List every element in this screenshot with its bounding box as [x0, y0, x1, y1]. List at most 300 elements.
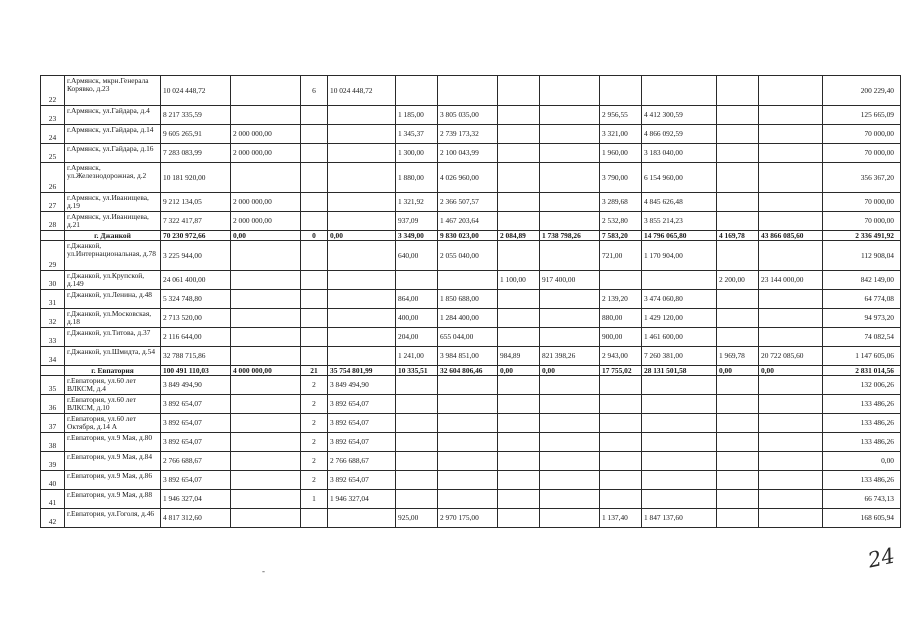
value-cell	[600, 271, 642, 290]
value-cell: 10 335,51	[396, 366, 438, 376]
value-cell	[759, 144, 823, 163]
address-cell: г. Джанкой	[65, 231, 161, 241]
value-cell: 0	[301, 231, 328, 241]
value-cell: 23 144 000,00	[759, 271, 823, 290]
value-cell	[231, 241, 301, 271]
value-cell: 2 766 688,67	[161, 452, 231, 471]
value-cell	[717, 125, 759, 144]
value-cell: 2	[301, 433, 328, 452]
value-cell	[498, 212, 540, 231]
value-cell: 356 367,20	[823, 163, 901, 193]
value-cell: 3 321,00	[600, 125, 642, 144]
value-cell: 3 984 851,00	[438, 347, 498, 366]
value-cell	[328, 212, 396, 231]
value-cell: 4 000 000,00	[231, 366, 301, 376]
value-cell: 0,00	[823, 452, 901, 471]
value-cell	[301, 328, 328, 347]
address-cell: г.Евпатория, ул.60 лет Октября, д.14 А	[65, 414, 161, 433]
value-cell: 4 026 960,00	[438, 163, 498, 193]
value-cell	[642, 490, 717, 509]
value-cell	[498, 395, 540, 414]
value-cell: 0,00	[540, 366, 600, 376]
address-cell: г.Джанкой, ул.Крупской, д.149	[65, 271, 161, 290]
value-cell	[759, 106, 823, 125]
row-number-cell: 32	[41, 309, 65, 328]
value-cell	[540, 125, 600, 144]
value-cell: 821 398,26	[540, 347, 600, 366]
table-row	[41, 76, 901, 106]
value-cell	[717, 433, 759, 452]
value-cell: 168 605,94	[823, 509, 901, 528]
value-cell	[600, 490, 642, 509]
value-cell: 2	[301, 471, 328, 490]
value-cell	[301, 241, 328, 271]
value-cell	[759, 125, 823, 144]
value-cell: 2 766 688,67	[328, 452, 396, 471]
value-cell: 2	[301, 395, 328, 414]
table-row	[41, 125, 901, 144]
value-cell	[438, 414, 498, 433]
value-cell	[498, 290, 540, 309]
value-cell	[498, 490, 540, 509]
value-cell	[540, 490, 600, 509]
value-cell: 3 892 654,07	[328, 471, 396, 490]
value-cell: 937,09	[396, 212, 438, 231]
value-cell	[396, 76, 438, 106]
address-cell: г.Армянск, ул.Иванищева, д.19	[65, 193, 161, 212]
value-cell	[498, 328, 540, 347]
value-cell	[438, 490, 498, 509]
value-cell	[231, 452, 301, 471]
value-cell	[717, 309, 759, 328]
value-cell: 2 532,80	[600, 212, 642, 231]
value-cell: 3 892 654,07	[328, 395, 396, 414]
value-cell: 2 956,55	[600, 106, 642, 125]
table-row	[41, 212, 901, 231]
value-cell: 3 892 654,07	[161, 414, 231, 433]
value-cell: 132 006,26	[823, 376, 901, 395]
value-cell	[600, 376, 642, 395]
value-cell	[759, 163, 823, 193]
value-cell	[759, 290, 823, 309]
value-cell	[438, 452, 498, 471]
value-cell	[231, 163, 301, 193]
value-cell: 4 817 312,60	[161, 509, 231, 528]
value-cell: 20 722 085,60	[759, 347, 823, 366]
value-cell: 0,00	[498, 366, 540, 376]
value-cell: 17 755,02	[600, 366, 642, 376]
table-row	[41, 271, 901, 290]
value-cell	[759, 76, 823, 106]
value-cell: 2 200,00	[717, 271, 759, 290]
value-cell	[231, 471, 301, 490]
value-cell	[642, 452, 717, 471]
value-cell: 400,00	[396, 309, 438, 328]
row-number-cell: 41	[41, 490, 65, 509]
value-cell	[301, 309, 328, 328]
value-cell: 842 149,00	[823, 271, 901, 290]
value-cell	[540, 76, 600, 106]
value-cell	[396, 452, 438, 471]
value-cell	[328, 144, 396, 163]
value-cell: 10 181 920,00	[161, 163, 231, 193]
value-cell: 1 960,00	[600, 144, 642, 163]
value-cell	[600, 471, 642, 490]
value-cell	[498, 471, 540, 490]
value-cell: 1 461 600,00	[642, 328, 717, 347]
value-cell	[540, 144, 600, 163]
value-cell: 2 000 000,00	[231, 144, 301, 163]
value-cell: 880,00	[600, 309, 642, 328]
row-number-cell	[41, 231, 65, 241]
value-cell: 133 486,26	[823, 471, 901, 490]
value-cell	[301, 144, 328, 163]
value-cell	[717, 212, 759, 231]
value-cell	[231, 347, 301, 366]
value-cell: 204,00	[396, 328, 438, 347]
value-cell: 7 260 381,00	[642, 347, 717, 366]
value-cell	[328, 193, 396, 212]
value-cell	[759, 376, 823, 395]
address-cell: г.Армянск, ул.Гайдара, д.4	[65, 106, 161, 125]
value-cell	[642, 76, 717, 106]
value-cell: 3 892 654,07	[328, 414, 396, 433]
value-cell	[438, 271, 498, 290]
value-cell: 100 491 110,03	[161, 366, 231, 376]
value-cell	[301, 290, 328, 309]
value-cell: 1 738 798,26	[540, 231, 600, 241]
value-cell: 70 000,00	[823, 144, 901, 163]
row-number-cell: 36	[41, 395, 65, 414]
subtotal-row	[41, 366, 901, 376]
value-cell	[642, 395, 717, 414]
value-cell	[540, 106, 600, 125]
value-cell	[301, 212, 328, 231]
value-cell: 35 754 801,99	[328, 366, 396, 376]
value-cell: 9 605 265,91	[161, 125, 231, 144]
value-cell: 2 336 491,92	[823, 231, 901, 241]
table-row	[41, 106, 901, 125]
value-cell	[717, 163, 759, 193]
value-cell: 1 300,00	[396, 144, 438, 163]
value-cell	[231, 271, 301, 290]
value-cell	[717, 241, 759, 271]
value-cell: 4 845 626,48	[642, 193, 717, 212]
address-cell: г.Джанкой, ул.Ленина, д.48	[65, 290, 161, 309]
value-cell	[328, 309, 396, 328]
address-cell: г.Евпатория, ул.9 Мая, д.88	[65, 490, 161, 509]
value-cell: 43 866 085,60	[759, 231, 823, 241]
value-cell: 3 849 494,90	[328, 376, 396, 395]
value-cell	[498, 193, 540, 212]
value-cell: 7 283 083,99	[161, 144, 231, 163]
value-cell	[717, 76, 759, 106]
value-cell	[717, 471, 759, 490]
address-cell: г.Армянск, мкрн.Генерала Корявко, д.23	[65, 76, 161, 106]
value-cell: 70 000,00	[823, 193, 901, 212]
value-cell: 3 892 654,07	[161, 433, 231, 452]
value-cell: 1 880,00	[396, 163, 438, 193]
value-cell	[759, 509, 823, 528]
table-row	[41, 290, 901, 309]
address-cell: г.Евпатория, ул.60 лет ВЛКСМ, д.10	[65, 395, 161, 414]
table-row	[41, 193, 901, 212]
value-cell	[642, 414, 717, 433]
value-cell: 3 474 060,80	[642, 290, 717, 309]
row-number-cell: 24	[41, 125, 65, 144]
value-cell	[759, 212, 823, 231]
value-cell	[759, 452, 823, 471]
row-number-cell: 26	[41, 163, 65, 193]
value-cell	[328, 347, 396, 366]
value-cell	[642, 271, 717, 290]
value-cell	[438, 471, 498, 490]
value-cell	[540, 376, 600, 395]
value-cell: 70 000,00	[823, 125, 901, 144]
value-cell	[498, 76, 540, 106]
address-cell: г.Евпатория, ул.9 Мая, д.86	[65, 471, 161, 490]
value-cell	[438, 395, 498, 414]
value-cell	[759, 395, 823, 414]
row-number-cell: 29	[41, 241, 65, 271]
value-cell: 1 429 120,00	[642, 309, 717, 328]
value-cell	[328, 241, 396, 271]
value-cell: 7 322 417,87	[161, 212, 231, 231]
value-cell: 2 000 000,00	[231, 193, 301, 212]
row-number-cell: 33	[41, 328, 65, 347]
page-number: 24	[865, 543, 897, 573]
value-cell	[498, 125, 540, 144]
value-cell: 4 866 092,59	[642, 125, 717, 144]
value-cell: 3 892 654,07	[328, 433, 396, 452]
value-cell: 133 486,26	[823, 433, 901, 452]
value-cell: 8 217 335,59	[161, 106, 231, 125]
row-number-cell: 34	[41, 347, 65, 366]
value-cell	[328, 271, 396, 290]
value-cell	[396, 376, 438, 395]
row-number-cell	[41, 366, 65, 376]
value-cell: 1 100,00	[498, 271, 540, 290]
row-number-cell: 23	[41, 106, 65, 125]
value-cell: 10 024 448,72	[161, 76, 231, 106]
value-cell	[759, 414, 823, 433]
value-cell: 3 225 944,00	[161, 241, 231, 271]
value-cell: 1 241,00	[396, 347, 438, 366]
value-cell: 10 024 448,72	[328, 76, 396, 106]
value-cell: 900,00	[600, 328, 642, 347]
value-cell	[759, 309, 823, 328]
value-cell: 1 946 327,04	[328, 490, 396, 509]
value-cell	[540, 471, 600, 490]
value-cell: 70 000,00	[823, 212, 901, 231]
value-cell: 1 969,78	[717, 347, 759, 366]
value-cell: 32 788 715,86	[161, 347, 231, 366]
value-cell: 4 412 300,59	[642, 106, 717, 125]
value-cell: 70 230 972,66	[161, 231, 231, 241]
value-cell: 24 061 400,00	[161, 271, 231, 290]
value-cell	[600, 452, 642, 471]
value-cell: 1 137,40	[600, 509, 642, 528]
value-cell: 74 082,54	[823, 328, 901, 347]
value-cell: 721,00	[600, 241, 642, 271]
value-cell: 2 055 040,00	[438, 241, 498, 271]
value-cell: 5 324 748,80	[161, 290, 231, 309]
value-cell	[231, 106, 301, 125]
value-cell: 2 116 644,00	[161, 328, 231, 347]
table-row	[41, 347, 901, 366]
value-cell: 2 139,20	[600, 290, 642, 309]
address-cell: г.Армянск, ул.Железнодорожная, д.2	[65, 163, 161, 193]
value-cell: 2 970 175,00	[438, 509, 498, 528]
value-cell: 2 739 173,32	[438, 125, 498, 144]
table-row	[41, 144, 901, 163]
address-cell: г.Евпатория, ул.Гоголя, д.46	[65, 509, 161, 528]
value-cell	[301, 193, 328, 212]
address-cell: г.Армянск, ул.Иванищева, д.21	[65, 212, 161, 231]
value-cell	[231, 76, 301, 106]
value-cell: 2 084,89	[498, 231, 540, 241]
value-cell	[438, 76, 498, 106]
value-cell: 94 973,20	[823, 309, 901, 328]
value-cell	[717, 395, 759, 414]
value-cell: 640,00	[396, 241, 438, 271]
value-cell	[328, 509, 396, 528]
value-cell: 2 713 520,00	[161, 309, 231, 328]
value-cell: 2	[301, 452, 328, 471]
value-cell: 3 892 654,07	[161, 471, 231, 490]
value-cell	[231, 433, 301, 452]
value-cell	[328, 163, 396, 193]
value-cell: 133 486,26	[823, 395, 901, 414]
value-cell	[498, 376, 540, 395]
value-cell	[396, 395, 438, 414]
value-cell	[438, 376, 498, 395]
subtotal-row	[41, 231, 901, 241]
value-cell: 1 321,92	[396, 193, 438, 212]
value-cell: 125 665,09	[823, 106, 901, 125]
value-cell	[396, 471, 438, 490]
value-cell	[717, 490, 759, 509]
value-cell	[231, 290, 301, 309]
value-cell	[498, 509, 540, 528]
value-cell	[231, 395, 301, 414]
value-cell	[759, 328, 823, 347]
value-cell: 32 604 806,46	[438, 366, 498, 376]
value-cell: 3 289,68	[600, 193, 642, 212]
value-cell: 7 583,20	[600, 231, 642, 241]
value-cell	[759, 471, 823, 490]
value-cell: 112 908,04	[823, 241, 901, 271]
value-cell: 0,00	[717, 366, 759, 376]
address-cell: г.Евпатория, ул.60 лет ВЛКСМ, д.4	[65, 376, 161, 395]
value-cell	[396, 433, 438, 452]
address-cell: г.Джанкой, ул.Шмидта, д.54	[65, 347, 161, 366]
value-cell	[540, 414, 600, 433]
value-cell: 9 212 134,05	[161, 193, 231, 212]
value-cell: 0,00	[231, 231, 301, 241]
value-cell: 1 284 400,00	[438, 309, 498, 328]
value-cell: 0,00	[759, 366, 823, 376]
row-number-cell: 42	[41, 509, 65, 528]
value-cell: 66 743,13	[823, 490, 901, 509]
value-cell: 2 100 043,99	[438, 144, 498, 163]
value-cell: 655 044,00	[438, 328, 498, 347]
value-cell: 917 400,00	[540, 271, 600, 290]
value-cell	[396, 271, 438, 290]
budget-table	[40, 75, 901, 528]
value-cell	[540, 395, 600, 414]
value-cell: 133 486,26	[823, 414, 901, 433]
value-cell	[642, 471, 717, 490]
value-cell	[231, 414, 301, 433]
value-cell	[540, 163, 600, 193]
value-cell: 2 000 000,00	[231, 212, 301, 231]
address-cell: г.Джанкой, ул.Интернациональная, д.78	[65, 241, 161, 271]
value-cell	[600, 395, 642, 414]
value-cell	[540, 509, 600, 528]
value-cell	[717, 452, 759, 471]
address-cell: г.Джанкой, ул.Титова, д.37	[65, 328, 161, 347]
address-cell: г.Евпатория, ул.9 Мая, д.84	[65, 452, 161, 471]
value-cell: 9 830 023,00	[438, 231, 498, 241]
value-cell: 1	[301, 490, 328, 509]
value-cell	[328, 328, 396, 347]
value-cell	[301, 106, 328, 125]
value-cell: 1 847 137,60	[642, 509, 717, 528]
value-cell	[600, 433, 642, 452]
value-cell	[498, 433, 540, 452]
value-cell: 925,00	[396, 509, 438, 528]
table-row	[41, 163, 901, 193]
value-cell	[328, 106, 396, 125]
value-cell: 64 774,08	[823, 290, 901, 309]
value-cell: 6 154 960,00	[642, 163, 717, 193]
value-cell: 2	[301, 376, 328, 395]
address-cell: г.Армянск, ул.Гайдара, д.14	[65, 125, 161, 144]
value-cell	[642, 433, 717, 452]
value-cell	[438, 433, 498, 452]
table-row	[41, 509, 901, 528]
row-number-cell: 30	[41, 271, 65, 290]
value-cell	[231, 509, 301, 528]
value-cell	[540, 328, 600, 347]
value-cell: 4 169,78	[717, 231, 759, 241]
value-cell	[498, 309, 540, 328]
value-cell	[396, 490, 438, 509]
value-cell: 2 943,00	[600, 347, 642, 366]
value-cell	[717, 193, 759, 212]
row-number-cell: 38	[41, 433, 65, 452]
table-row	[41, 452, 901, 471]
table-row	[41, 471, 901, 490]
value-cell	[540, 193, 600, 212]
value-cell: 0,00	[328, 231, 396, 241]
value-cell	[759, 241, 823, 271]
value-cell: 1 170 904,00	[642, 241, 717, 271]
value-cell	[498, 106, 540, 125]
value-cell: 3 849 494,90	[161, 376, 231, 395]
row-number-cell: 35	[41, 376, 65, 395]
value-cell	[301, 125, 328, 144]
value-cell	[717, 509, 759, 528]
value-cell: 28 131 501,58	[642, 366, 717, 376]
value-cell	[759, 433, 823, 452]
value-cell	[301, 347, 328, 366]
value-cell: 1 467 203,64	[438, 212, 498, 231]
row-number-cell: 31	[41, 290, 65, 309]
address-cell: г.Евпатория, ул.9 Мая, д.80	[65, 433, 161, 452]
value-cell	[231, 328, 301, 347]
